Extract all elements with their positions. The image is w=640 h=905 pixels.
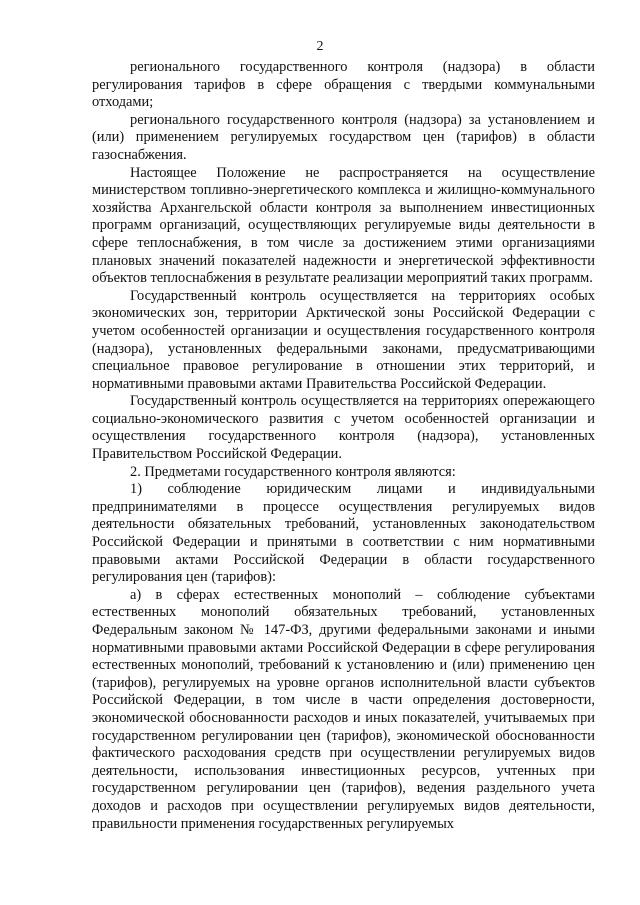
paragraph-item-1a: а) в сферах естественных монополий – соблюдение субъектами естественных монополий обязательных требований, установленных Федеральным законом № 147-ФЗ, другими федеральными законами и иными нормативными правовыми актами Российской Федерации в сфере регулирования естественных монополий, требований к установлению и (или) применению цен (тарифов), регулируемых на уровне органов исполнительной власти субъектов Российской Федерации, в том числе в части определения достоверности, экономической обоснованности расходов и иных показателей, учитываемых при государственном регулировании цен (тарифов), экономической обоснованности фактического расходования средств при осуществлении регулируемых видов деятельности, использования инвестиционных ресурсов, учтенных при государственном регулировании цен (тарифов), ведения раздельного учета доходов и расходов при осуществлении регулируемых видов деятельности, правильности применения государственных регулируемых: [92, 586, 595, 832]
document-body: [92, 59, 595, 833]
paragraph-regional-control-waste: регионального государственного контроля (надзора) в области регулирования тарифов в сфере обращения с твердыми коммунальными отходами;: [92, 59, 595, 111]
page-number: 2: [316, 39, 324, 54]
paragraph-exclusion: Настоящее Положение не распространяется на осуществление министерством топливно-энергетического комплекса и жилищно-коммунального хозяйства Архангельской области контроля за выполнением инвестиционных программ организаций, осуществляющих регулируемые виды деятельности в сфере теплоснабжения, в том числе за достижением этими организациями плановых значений показателей надежности и энергетической эффективности объектов теплоснабжения в результате реализации мероприятий таких программ.: [92, 164, 595, 287]
paragraph-subjects-heading: 2. Предметами государственного контроля являются:: [130, 463, 456, 480]
paragraph-regional-control-gas: регионального государственного контроля (надзора) за установлением и (или) применением регулируемых государством цен (тарифов) в области газоснабжения.: [92, 111, 595, 163]
paragraph-advanced-development-territories: Государственный контроль осуществляется на территориях опережающего социально-экономического развития с учетом особенностей организации и осуществления государственного контроля (надзора), установленных Правительством Российской Федерации.: [92, 393, 595, 463]
paragraph-item-1: 1) соблюдение юридическим лицами и индивидуальными предпринимателями в процессе осуществления регулируемых видов деятельности обязательных требований, установленных законодательством Российской Федерации и принятыми в соответствии с ним нормативными правовыми актами Российской Федерации в области государственного регулирования цен (тарифов):: [92, 481, 595, 586]
paragraph-special-economic-zones: Государственный контроль осуществляется на территориях особых экономических зон, территории Арктической зоны Российской Федерации с учетом особенностей организации и осуществления государственного контроля (надзора), установленных федеральными законами, предусматривающими специальное правовое регулирование в отношении этих территорий, и нормативными правовыми актами Правительства Российской Федерации.: [92, 287, 595, 392]
